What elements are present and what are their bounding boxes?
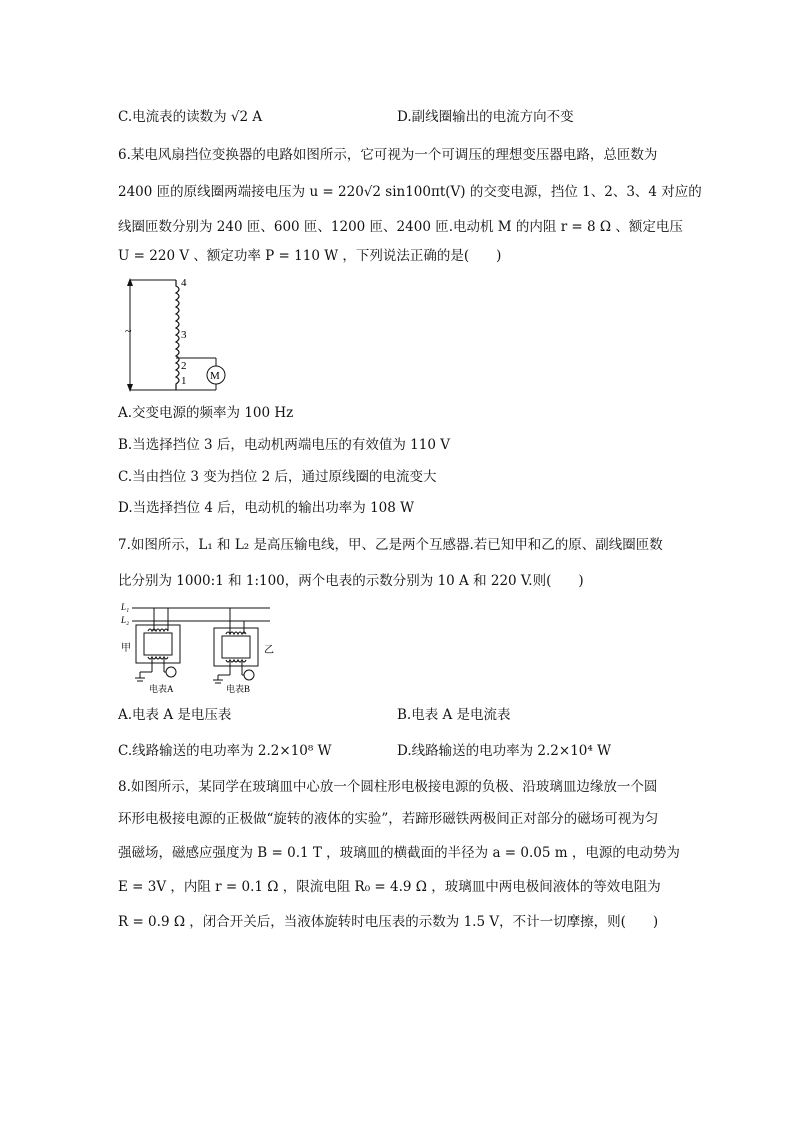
q7-stem-line-2: 比分别为 1000:1 和 1:100，两个电表的示数分别为 10 A 和 220 V.则( ) (118, 573, 584, 589)
q5-option-c: C.电流表的读数为 √2 A (118, 109, 263, 125)
q8-stem-line-5: R = 0.9 Ω ，闭合开关后，当液体旋转时电压表的示数为 1.5 V，不计一切摩擦，则( ) (118, 914, 659, 930)
q5-option-d: D.副线圈输出的电流方向不变 (397, 109, 574, 125)
q7-option-a: A.电表 A 是电压表 (118, 707, 232, 723)
q7-circuit-figure (118, 598, 278, 698)
line-l1-label: L₁ (121, 602, 130, 612)
motor-label: M (210, 370, 220, 382)
q6-stem-line-2: 2400 匝的原线圈两端接电压为 u = 220√2 sin100πt(V) 的交变电源，挡位 1、2、3、4 对应的 (118, 184, 702, 200)
q8-stem-line-3: 强磁场，磁感应强度为 B = 0.1 T ，玻璃皿的横截面的半径为 a = 0.05 m ，电源的电动势为 (118, 845, 680, 861)
q6-option-b: B.当选择挡位 3 后，电动机两端电压的有效值为 110 V (118, 437, 450, 453)
transformer-jia-core (136, 625, 180, 663)
tap-label-4: 4 (181, 277, 187, 289)
q8-stem-line-1: 8.如图所示，某同学在玻璃皿中心放一个圆柱形电极接电源的负极、沿玻璃皿边缘放一个圆 (118, 779, 658, 795)
arrow-down-icon (127, 384, 133, 392)
tap-label-2: 2 (181, 360, 187, 372)
transformer-yi-core (214, 628, 258, 666)
q6-stem-line-1: 6.某电风扇挡位变换器的电路如图所示，它可视为一个可调压的理想变压器电路，总匝数为 (118, 147, 658, 163)
meter-a-icon (166, 667, 176, 677)
q7-option-c: C.线路输送的电功率为 2.2×10⁸ W (118, 743, 332, 759)
q7-option-b: B.电表 A 是电流表 (397, 707, 511, 723)
transformer-yi-label: 乙 (264, 645, 274, 656)
meter-b-label: 电表B (226, 684, 251, 694)
ac-source-symbol: ~ (125, 324, 132, 338)
tap-label-3: 3 (181, 329, 187, 341)
tap-label-1: 1 (181, 375, 187, 387)
q6-stem-line-3: 线圈匝数分别为 240 匝、600 匝、1200 匝、2400 匝.电动机 M 的内阻 r = 8 Ω 、额定电压 (118, 219, 683, 235)
meter-a-label: 电表A (149, 684, 174, 694)
q6-option-d: D.当选择挡位 4 后，电动机的输出功率为 108 W (118, 500, 415, 516)
q7-stem-line-1: 7.如图所示，L₁ 和 L₂ 是高压输电线，甲、乙是两个互感器.若已知甲和乙的原、副线圈匝数 (118, 537, 663, 553)
line-l2-label: L₂ (121, 615, 130, 625)
q6-stem-line-4: U = 220 V 、额定功率 P = 110 W ，下列说法正确的是( ) (118, 248, 502, 264)
q6-circuit-figure (118, 272, 248, 397)
meter-b-icon (244, 670, 254, 680)
arrow-up-icon (127, 278, 133, 286)
transformer-coil (176, 280, 179, 390)
q6-option-a: A.交变电源的频率为 100 Hz (118, 405, 294, 421)
transformer-jia-label: 甲 (121, 643, 131, 654)
q6-option-c: C.当由挡位 3 变为挡位 2 后，通过原线圈的电流变大 (118, 469, 437, 485)
q8-stem-line-4: E = 3V ，内阻 r = 0.1 Ω ，限流电阻 R₀ = 4.9 Ω ，玻璃皿中两电极间液体的等效电阻为 (118, 879, 661, 895)
q7-option-d: D.线路输送的电功率为 2.2×10⁴ W (397, 743, 611, 759)
q8-stem-line-2: 环形电极接电源的正极做“旋转的液体的实验”，若蹄形磁铁两极间正对部分的磁场可视为匀 (118, 811, 659, 827)
